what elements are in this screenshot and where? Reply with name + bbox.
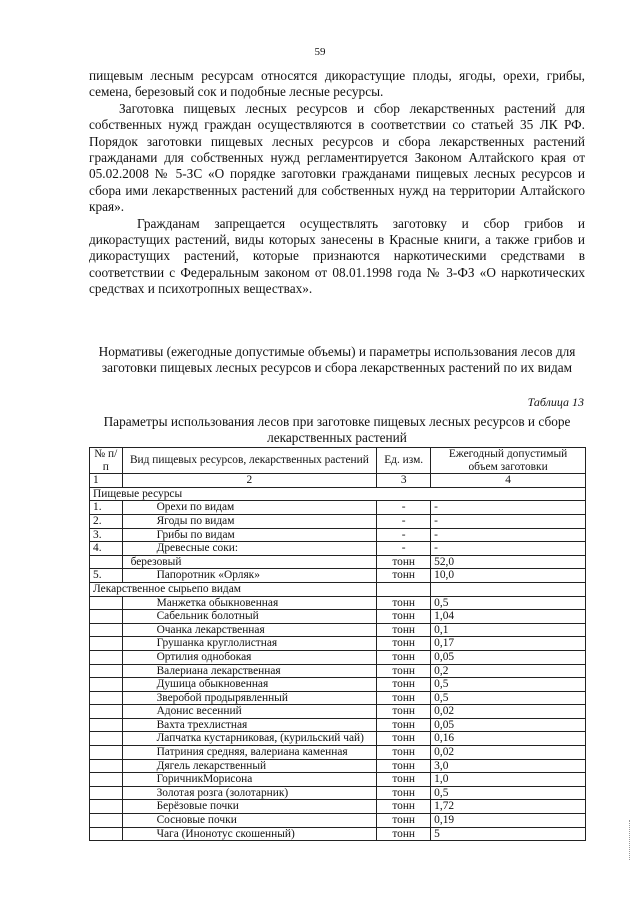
group-label: Пищевые ресурсы	[90, 487, 586, 501]
row-unit: -	[377, 528, 431, 542]
row-number	[90, 800, 123, 814]
table-row	[90, 732, 586, 746]
paragraph-1: пищевым лесным ресурсам относятся дикорастущие плоды, ягоды, орехи, грибы, семена, березовый сок и подобные лесные ресурсы.	[89, 68, 585, 100]
row-number: 2.	[90, 514, 123, 528]
table-row	[90, 827, 586, 841]
row-value: 0,02	[431, 705, 586, 719]
row-name: Чага (Инонотус скошенный)	[122, 827, 377, 841]
row-number	[90, 678, 123, 692]
row-value: 0,19	[431, 814, 586, 828]
table-row	[90, 759, 586, 773]
row-value: 10,0	[431, 569, 586, 583]
column-number: 2	[122, 474, 377, 488]
row-number: 1.	[90, 501, 123, 515]
row-number	[90, 623, 123, 637]
row-value	[431, 582, 586, 596]
row-number	[90, 732, 123, 746]
row-name: Папоротник «Орляк»	[122, 569, 377, 583]
page-number: 59	[314, 46, 326, 58]
row-unit: тонн	[377, 814, 431, 828]
row-unit: тонн	[377, 732, 431, 746]
row-unit: -	[377, 514, 431, 528]
row-value: 1,72	[431, 800, 586, 814]
row-unit: тонн	[377, 650, 431, 664]
row-unit: тонн	[377, 705, 431, 719]
row-unit: тонн	[377, 786, 431, 800]
row-name: Берёзовые почки	[122, 800, 377, 814]
row-value: -	[431, 514, 586, 528]
body-text	[89, 68, 585, 298]
row-value: 0,02	[431, 746, 586, 760]
table-row	[90, 542, 586, 556]
table-row	[90, 637, 586, 651]
row-number	[90, 637, 123, 651]
table-title: Параметры использования лесов при заготовке пищевых лесных ресурсов и сборе лекарственных растений	[103, 414, 571, 445]
row-value: -	[431, 501, 586, 515]
row-value: 0,5	[431, 678, 586, 692]
table-number: Таблица 13	[527, 395, 584, 409]
row-value: 0,2	[431, 664, 586, 678]
row-number	[90, 814, 123, 828]
row-name: Орехи по видам	[122, 501, 377, 515]
table-row	[90, 773, 586, 787]
resources-table	[89, 447, 586, 841]
row-unit: тонн	[377, 664, 431, 678]
row-unit: тонн	[377, 827, 431, 841]
row-unit: тонн	[377, 555, 431, 569]
table-row	[90, 746, 586, 760]
row-name: Древесные соки:	[122, 542, 377, 556]
table-row	[90, 514, 586, 528]
row-number: 4.	[90, 542, 123, 556]
row-number	[90, 746, 123, 760]
row-number	[90, 650, 123, 664]
column-number: 4	[431, 474, 586, 488]
table-row	[90, 610, 586, 624]
row-number: 3.	[90, 528, 123, 542]
row-name: Золотая розга (золотарник)	[122, 786, 377, 800]
row-value: 0,1	[431, 623, 586, 637]
row-number	[90, 691, 123, 705]
group-label: Лекарственное сырьепо видам	[90, 582, 377, 596]
table-row	[90, 786, 586, 800]
scan-edge-mark	[629, 820, 634, 860]
table-row	[90, 814, 586, 828]
row-value: 0,17	[431, 637, 586, 651]
row-name: Дягель лекарственный	[122, 759, 377, 773]
row-value: 1,0	[431, 773, 586, 787]
row-number	[90, 610, 123, 624]
row-value: 1,04	[431, 610, 586, 624]
row-unit: тонн	[377, 691, 431, 705]
row-unit: тонн	[377, 773, 431, 787]
row-value: 0,05	[431, 718, 586, 732]
table-row	[90, 705, 586, 719]
row-name: Душица обыкновенная	[122, 678, 377, 692]
row-number	[90, 705, 123, 719]
row-unit: тонн	[377, 718, 431, 732]
row-number	[90, 596, 123, 610]
row-value: 0,5	[431, 786, 586, 800]
paragraph-2: Заготовка пищевых лесных ресурсов и сбор лекарственных растений для собственных нужд граждан осуществляются в соответствии со статьей 35 ЛК РФ. Порядок заготовки пищевых лесных ресурсов и сбора лекарственных растений гражданами для собственных нужд регламентируется Законом Алтайского края от 05.02.2008 № 5-ЗС «О порядке заготовки гражданами пищевых лесных ресурсов и сбора ими лекарственных растений для собственных нужд на территории Алтайского края».	[89, 100, 585, 215]
table-row	[90, 678, 586, 692]
row-name: Патриния средняя, валериана каменная	[122, 746, 377, 760]
group-row-medicinal	[90, 582, 586, 596]
column-number: 3	[377, 474, 431, 488]
row-value: -	[431, 528, 586, 542]
row-value: -	[431, 542, 586, 556]
row-name: Лапчатка кустарниковая, (курильский чай)	[122, 732, 377, 746]
row-unit: тонн	[377, 623, 431, 637]
row-name: Валериана лекарственная	[122, 664, 377, 678]
row-number	[90, 773, 123, 787]
section-heading: Нормативы (ежегодные допустимые объемы) и параметры использования лесов для заготовки пищевых лесных ресурсов и сбора лекарственных растений по их видам	[98, 344, 576, 376]
row-name: Очанка лекарственная	[122, 623, 377, 637]
table-row	[90, 596, 586, 610]
row-unit: тонн	[377, 610, 431, 624]
row-number	[90, 718, 123, 732]
row-name: Грибы по видам	[122, 528, 377, 542]
row-unit: тонн	[377, 759, 431, 773]
paragraph-3: Гражданам запрещается осуществлять заготовку и сбор грибов и дикорастущих растений, виды которых занесены в Красные книги, а также грибов и дикорастущих растений, которые признаются наркотическими средствами в соответствии с Федеральным законом от 08.01.1998 года № 3-ФЗ «О наркотических средствах и психотропных веществах».	[89, 215, 585, 297]
table-row	[90, 555, 586, 569]
table-row	[90, 664, 586, 678]
row-value: 0,5	[431, 691, 586, 705]
row-name: Сабельник болотный	[122, 610, 377, 624]
table-row	[90, 501, 586, 515]
row-name: Манжетка обыкновенная	[122, 596, 377, 610]
row-number	[90, 759, 123, 773]
row-name: Вахта трехлистная	[122, 718, 377, 732]
row-value: 5	[431, 827, 586, 841]
row-number	[90, 786, 123, 800]
row-unit: тонн	[377, 800, 431, 814]
header-unit: Ед. изм.	[377, 448, 431, 474]
row-unit: тонн	[377, 746, 431, 760]
row-name: ГоричникМорисона	[122, 773, 377, 787]
table-header-row	[90, 448, 586, 474]
row-number	[90, 664, 123, 678]
table-row	[90, 800, 586, 814]
header-num: № п/п	[90, 448, 123, 474]
row-number	[90, 555, 123, 569]
row-name: Ортилия однобокая	[122, 650, 377, 664]
row-unit: тонн	[377, 678, 431, 692]
row-value: 0,16	[431, 732, 586, 746]
table-row	[90, 528, 586, 542]
table-row	[90, 650, 586, 664]
row-unit: -	[377, 501, 431, 515]
row-unit: тонн	[377, 637, 431, 651]
table-row	[90, 718, 586, 732]
header-name: Вид пищевых ресурсов, лекарственных растений	[122, 448, 377, 474]
row-name: Адонис весенний	[122, 705, 377, 719]
row-name: березовый	[122, 555, 377, 569]
row-name: Сосновые почки	[122, 814, 377, 828]
row-number: 5.	[90, 569, 123, 583]
table-row	[90, 569, 586, 583]
header-value: Ежегодный допустимый объем заготовки	[431, 448, 586, 474]
column-number-row	[90, 474, 586, 488]
row-value: 52,0	[431, 555, 586, 569]
row-value: 3,0	[431, 759, 586, 773]
column-number: 1	[90, 474, 123, 488]
row-value: 0,5	[431, 596, 586, 610]
row-unit: тонн	[377, 569, 431, 583]
row-name: Грушанка круглолистная	[122, 637, 377, 651]
row-name: Ягоды по видам	[122, 514, 377, 528]
row-number	[90, 827, 123, 841]
row-value: 0,05	[431, 650, 586, 664]
row-name: Зверобой продырявленный	[122, 691, 377, 705]
row-unit: тонн	[377, 596, 431, 610]
table-row	[90, 691, 586, 705]
row-unit	[377, 582, 431, 596]
table-row	[90, 623, 586, 637]
row-unit: -	[377, 542, 431, 556]
group-row-food	[90, 487, 586, 501]
